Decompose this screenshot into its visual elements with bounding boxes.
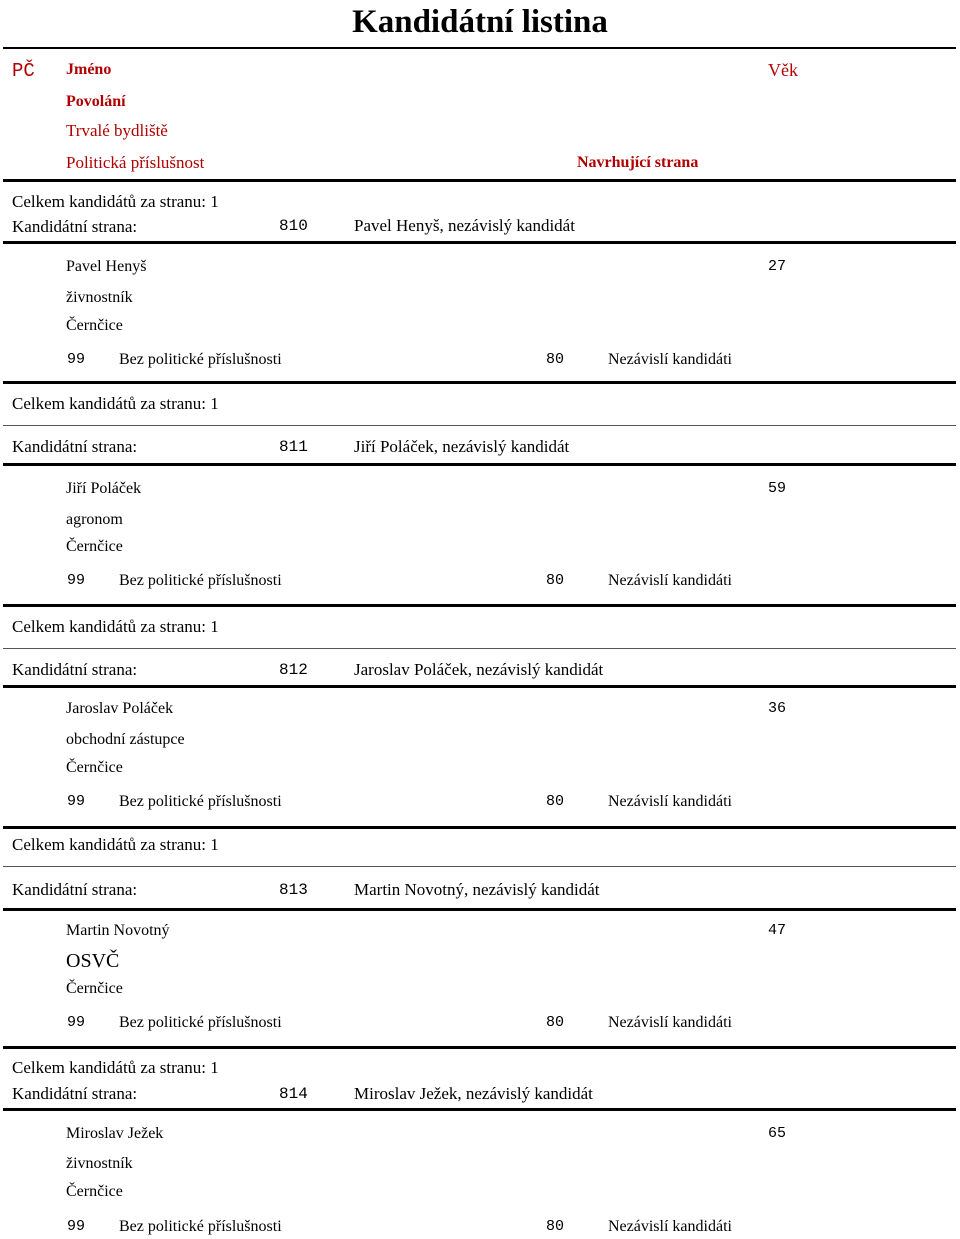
party-name: Miroslav Ježek, nezávislý kandidát [354, 1084, 593, 1103]
nominator: Nezávislí kandidáti [608, 572, 732, 589]
candidate-name: Jiří Poláček [66, 480, 142, 497]
candidate-residence: Černčice [66, 1183, 123, 1200]
nominator: Nezávislí kandidáti [608, 1218, 732, 1235]
party-rule [3, 685, 956, 688]
candidate-age: 65 [768, 1125, 787, 1142]
party-number: 814 [279, 1085, 308, 1103]
section-separator [3, 866, 956, 867]
header-navrhujici: Navrhující strana [577, 154, 699, 171]
header-jmeno: Jméno [66, 61, 112, 78]
nominator-code: 80 [546, 793, 565, 810]
party-label: Kandidátní strana: [12, 217, 138, 236]
party-rule [3, 908, 956, 911]
candidate-occupation: obchodní zástupce [66, 731, 185, 748]
party-rule [3, 463, 956, 466]
candidate-residence: Černčice [66, 759, 123, 776]
candidate-count-label: Celkem kandidátů za stranu: 1 [12, 835, 219, 854]
affiliation-code: 99 [67, 572, 86, 589]
nominator: Nezávislí kandidáti [608, 1014, 732, 1031]
affiliation: Bez politické příslušnosti [119, 1014, 282, 1031]
affiliation-code: 99 [67, 351, 86, 368]
candidate-age: 59 [768, 480, 787, 497]
header-prislusnost: Politická příslušnost [66, 153, 205, 172]
header-vek: Věk [768, 60, 798, 80]
party-name: Martin Novotný, nezávislý kandidát [354, 880, 600, 899]
candidate-age: 47 [768, 922, 787, 939]
candidate-count-label: Celkem kandidátů za stranu: 1 [12, 1058, 219, 1077]
candidate-occupation: OSVČ [66, 950, 120, 972]
party-label: Kandidátní strana: [12, 880, 138, 899]
party-name: Pavel Henyš, nezávislý kandidát [354, 216, 575, 235]
candidate-rule [3, 1046, 956, 1049]
party-rule [3, 1108, 956, 1111]
candidate-age: 36 [768, 700, 787, 717]
header-bydliste: Trvalé bydliště [66, 121, 168, 140]
candidate-count-label: Celkem kandidátů za stranu: 1 [12, 192, 219, 211]
candidate-residence: Černčice [66, 538, 123, 555]
candidate-residence: Černčice [66, 980, 123, 997]
party-name: Jaroslav Poláček, nezávislý kandidát [354, 660, 604, 679]
affiliation-code: 99 [67, 1218, 86, 1235]
party-rule [3, 241, 956, 244]
candidate-residence: Černčice [66, 317, 123, 334]
candidate-count-label: Celkem kandidátů za stranu: 1 [12, 617, 219, 636]
candidate-occupation: živnostník [66, 1155, 133, 1172]
party-label: Kandidátní strana: [12, 660, 138, 679]
candidate-rule [3, 826, 956, 829]
affiliation: Bez politické příslušnosti [119, 351, 282, 368]
candidate-occupation: živnostník [66, 289, 133, 306]
header-povolani: Povolání [66, 93, 126, 110]
candidate-age: 27 [768, 258, 787, 275]
header-pc: PČ [12, 60, 35, 82]
party-number: 810 [279, 217, 308, 235]
affiliation-code: 99 [67, 793, 86, 810]
candidate-count-label: Celkem kandidátů za stranu: 1 [12, 394, 219, 413]
nominator-code: 80 [546, 1218, 565, 1235]
party-number: 813 [279, 881, 308, 899]
affiliation: Bez politické příslušnosti [119, 572, 282, 589]
section-separator [3, 425, 956, 426]
candidate-name: Pavel Henyš [66, 258, 147, 275]
nominator: Nezávislí kandidáti [608, 351, 732, 368]
candidate-name: Miroslav Ježek [66, 1125, 164, 1142]
candidate-occupation: agronom [66, 511, 123, 528]
page-title: Kandidátní listina [352, 4, 608, 40]
affiliation: Bez politické příslušnosti [119, 1218, 282, 1235]
nominator: Nezávislí kandidáti [608, 793, 732, 810]
affiliation: Bez politické příslušnosti [119, 793, 282, 810]
party-label: Kandidátní strana: [12, 1084, 138, 1103]
candidate-name: Martin Novotný [66, 922, 170, 939]
candidate-rule [3, 381, 956, 384]
header-rule [3, 179, 956, 182]
nominator-code: 80 [546, 1014, 565, 1031]
nominator-code: 80 [546, 351, 565, 368]
section-separator [3, 648, 956, 649]
party-name: Jiří Poláček, nezávislý kandidát [354, 437, 570, 456]
candidate-rule [3, 604, 956, 607]
candidate-name: Jaroslav Poláček [66, 700, 174, 717]
party-label: Kandidátní strana: [12, 437, 138, 456]
affiliation-code: 99 [67, 1014, 86, 1031]
party-number: 811 [279, 438, 308, 456]
nominator-code: 80 [546, 572, 565, 589]
party-number: 812 [279, 661, 308, 679]
title-rule [3, 47, 956, 49]
